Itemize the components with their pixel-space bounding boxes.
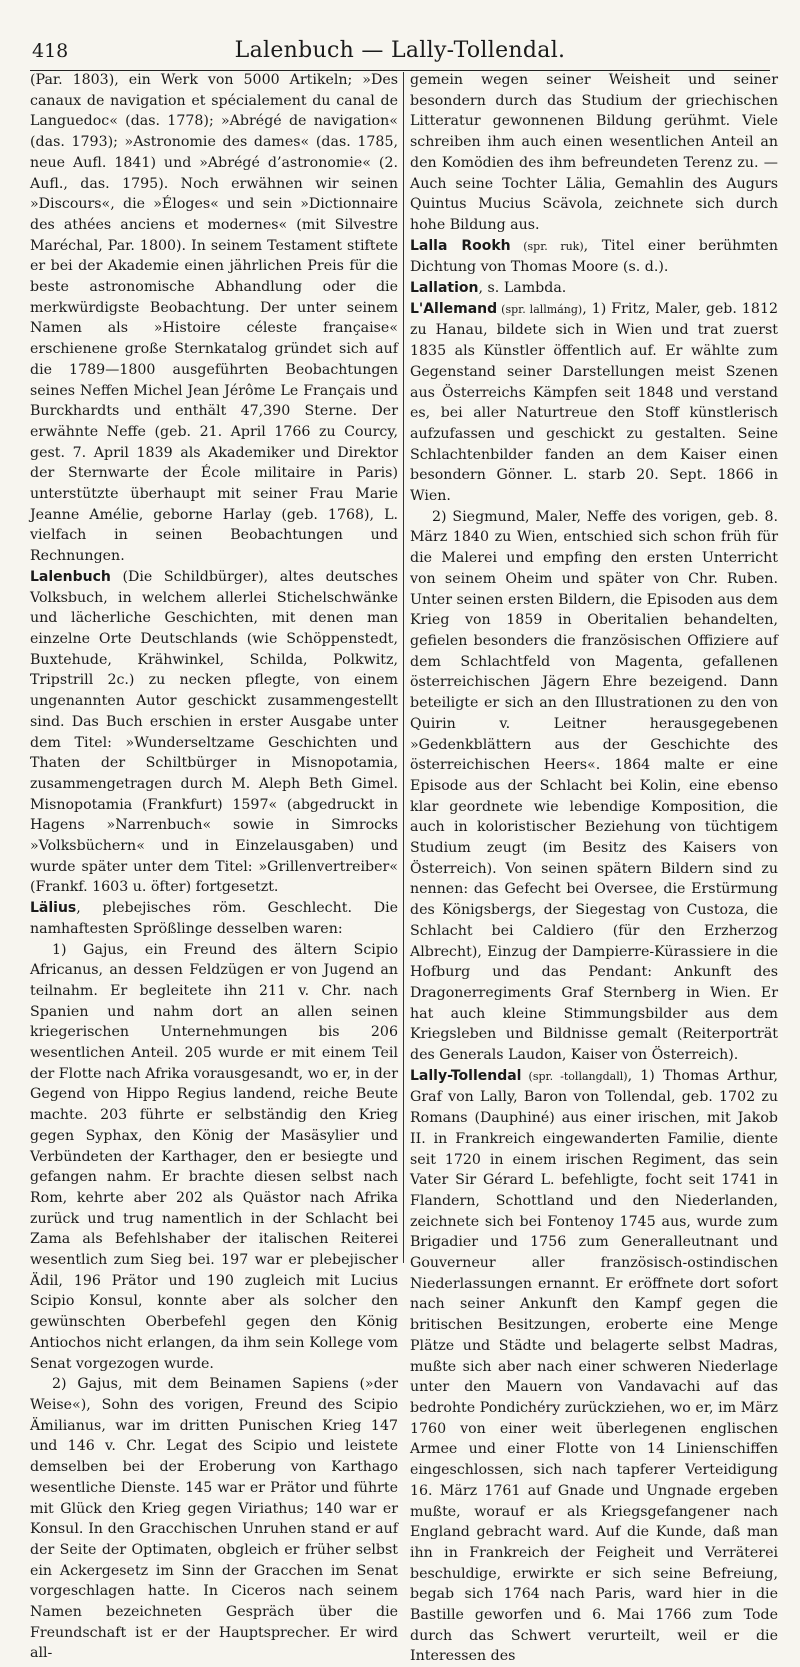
entry-lally-tollendal: [410, 1066, 778, 1667]
lally-text: , 1) Thomas Arthur, Graf von Lally, Baron von Tollendal, geb. 1702 zu Romans (Dauphiné) aus einer irischen, mit Jakob II. in Frankreich eingewanderten Familie, diente seit 1720 in einem irischen Regiment, das sein Vater Sir Gérard L. befehligte, focht seit 1741 in Flandern, Schottland und den Niederlanden, zeichnete sich bei Fontenoy 1745 aus, wurde zum Brigadier und 1756 zum Generalleutnant und Gouverneur aller französisch-ostindischen Niederlassungen ernannt. Er eröffnete dort sofort nach seiner Ankunft den Kampf gegen die britischen Besitzungen, eroberte eine Menge Plätze und Städte und belagerte selbst Madras, mußte sich aber nach einer schweren Niederlage unter den Mauern von Vandavachi auf das bedrohte Pondichéry zurückziehen, wo er, im März 1760 von einer weit überlegenen englischen Armee und einer Flotte von 14 Linienschiffen eingeschlossen, sich nach tapferer Verteidigung 16. März 1761 auf Gnade und Ungnade ergeben mußte, worauf er als Kriegsgefangener nach England gebracht ward. Auf die Kunde, daß man ihn in Frankreich der Feigheit und Verräterei beschuldige, erwirkte er sich seine Befreiung, begab sich 1764 nach Paris, ward hier in die Bastille geworfen und 6. Mai 1766 zum Tode durch das Schwert verurteilt, weil er die Interessen des: [410, 1067, 778, 1665]
lallemand-text: , 1) Fritz, Maler, geb. 1812 zu Hanau, bildete sich in Wien und trat zuerst 1835 als Künstler öffentlich auf. Er wählte zum Gegenstand seiner Darstellungen meist Szenen aus Österreichs Kämpfen seit 1848 und verstand es, bei aller Naturtreue den Stoff künstlerisch aufzufassen und geschickt zu gestalten. Seine Schlachtenbilder fanden an dem Kaiser einen besondern Gönner. L. starb 20. Sept. 1866 in Wien.: [410, 300, 779, 505]
laelius-continuation: gemein wegen seiner Weisheit und seiner besondern durch das Studium der griechischen Litteratur gewonnenen Bildung gerühmt. Viele schreiben ihm auch einen wesentlichen Anteil an den Komödien des ihm befreundeten Terenz zu. — Auch seine Tochter Lälia, Gemahlin des Augurs Quintus Mucius Scävola, zeichnete sich durch hohe Bildung aus.: [410, 72, 778, 233]
laelius-sub-2: 2) Gajus, mit dem Beinamen Sapiens (»der Weise«), Sohn des vorigen, Freund des Scipio Ämilianus, war im dritten Punischen Krieg 147 und 146 v. Chr. Legat des Scipio und leistete demselben bei der Eroberung von Karthago wesentliche Dienste. 145 war er Prätor und führte mit Glück den Krieg gegen Viriathus; 140 war er Konsul. In den Gracchischen Unruhen stand er auf der Seite der Optimaten, obgleich er früher selbst ein Ackergesetz im Sinn der Gracchen im Senat vorgeschlagen hatte. In Ciceros nach seinem Namen bezeichneten Gespräch über die Freundschaft ist er der Hauptsprecher. Er wird all-: [30, 1376, 398, 1662]
entry-lallemand: [410, 299, 778, 507]
entry-lalenbuch: [30, 567, 398, 898]
lemma-lally-tollendal: Lally-Tollendal: [410, 1067, 522, 1084]
entry-lallation: [410, 278, 778, 299]
laelius-sub-1: 1) Gajus, ein Freund des ältern Scipio Africanus, an dessen Feldzügen er von Jugend an teilnahm. Er begleitete ihn 211 v. Chr. nach Spanien und nahm dort an allen seinen kriegerischen Unternehmungen bis 206 wesentlichen Anteil. 205 wurde er mit einem Teil der Flotte nach Afrika vorausgesandt, wo er, in der Gegend von Hippo Regius landend, reiche Beute machte. 203 führte er selbständig den Krieg gegen Syphax, den König der Masäsylier und Verbündeten der Karthager, den er besiegte und gefangen nahm. Er brachte diesen selbst nach Rom, kehrte aber 202 als Quästor nach Afrika zurück und trug namentlich in der Schlacht bei Zama als Befehlshaber der italischen Reiterei wesentlich zum Sieg bei. 197 war er plebejischer Ädil, 196 Prätor und 190 zugleich mit Lucius Scipio Konsul, konnte aber als solcher den gewünschten Oberbefehl gegen den König Antiochos nicht erlangen, da ihm sein Kollege vom Senat vorgezogen wurde.: [30, 941, 398, 1372]
page-title: Lalenbuch — Lally-Tollendal.: [234, 38, 566, 63]
laelius-text: , plebejisches röm. Geschlecht. Die namhaftesten Sprößlinge desselben waren:: [30, 900, 398, 937]
page-number: 418: [32, 40, 69, 62]
lemma-laelius: Lälius: [30, 900, 77, 917]
lemma-lallation: Lallation: [410, 280, 479, 297]
pronunciation: (spr. -tollangdall): [521, 1069, 628, 1083]
left-column: [30, 70, 398, 1662]
entry-lalla-rookh: [410, 236, 778, 278]
lemma-lalenbuch: Lalenbuch: [30, 568, 111, 585]
lalande-entry-continuation: (Par. 1803), ein Werk von 5000 Artikeln; »Des canaux de navigation et spécialement du canal de Languedoc« (das. 1778); »Abrégé de navigation« (das. 1793); »Astronomie des dames« (das. 1785, neue Aufl. 1841) und »Abrégé d’astronomie« (2. Aufl., das. 1795). Noch erwähnen wir seinen »Discours«, die »Éloges« und sein »Dictionnaire des athées anciens et modernes« (mit Silvestre Maréchal, Par. 1800). In seinem Testament stiftete er bei der Akademie einen jährlichen Preis für die beste astronomische Abhandlung oder die merkwürdigste Beobachtung. Der unter seinem Namen als »Histoire céleste française« erschienene große Sternkatalog gründet sich auf die 1789—1800 ausgeführten Beobachtungen seines Neffen Michel Jean Jérôme Le Français und Burckhardts und enthält 47,390 Sterne. Der erwähnte Neffe (geb. 21. April 1766 zu Courcy, gest. 7. April 1839 als Akademiker und Direktor der Sternwarte der École militaire in Paris) unterstützte überhaupt mit seiner Frau Marie Jeanne Amélie, geborne Harlay (geb. 1768), L. vielfach in seinen Beobachtungen und Rechnungen.: [30, 72, 398, 565]
lallation-text: , s. Lambda.: [478, 280, 567, 297]
lalla-text: , Titel einer berühmten Dichtung von Thomas Moore (s. d.).: [410, 237, 778, 276]
lallemand-sub-2: 2) Siegmund, Maler, Neffe des vorigen, geb. 8. März 1840 zu Wien, entschied sich schon früh für die Malerei und empfing den ersten Unterricht von seinem Oheim und später von Chr. Ruben. Unter seinen ersten Bildern, die Episoden aus dem Krieg von 1859 in Oberitalien behandelten, gefielen besonders die französischen Offiziere auf dem Schlachtfeld von Magenta, gefallenen österreichischen Jägern Ehre bezeigend. Dann beteiligte er sich an den Illustrationen zu den von Quirin v. Leitner herausgegebenen »Gedenkblättern aus der Geschichte des österreichischen Heers«. 1864 malte er eine Episode aus der Schlacht bei Kolin, eine ebenso klar geordnete wie lebendige Komposition, die auch in koloristischer Beziehung von tüchtigem Studium zeugt (im Besitz des Kaisers von Österreich). Von seinen spätern Bildern sind zu nennen: das Gefecht bei Oversee, die Erstürmung des Königsbergs, der Siegestag von Custoza, die Schlacht bei Caldiero (für den Erzherzog Albrecht), Einzug der Dampierre-Kürassiere in die Hofburg und das Pendant: Ankunft des Dragonerregiments Graf Sternberg in Wien. Er hat auch kleine Stimmungsbilder aus dem Kriegsleben und Bildnisse gemalt (Reiterporträt des Generals Laudon, Kaiser von Österreich).: [410, 508, 778, 1064]
pronunciation: (spr. lallmáng): [497, 302, 583, 316]
entry-laelius: [30, 898, 398, 939]
right-column: [410, 70, 779, 1665]
page-header: [30, 30, 770, 71]
pronunciation: (spr. ruk): [510, 239, 584, 253]
lemma-lalla-rookh: Lalla Rookh: [410, 237, 511, 254]
text-columns: [30, 70, 779, 1665]
lemma-lallemand: L'Allemand: [410, 300, 498, 317]
column-divider: [403, 72, 404, 1263]
lalenbuch-text: (Die Schildbürger), altes deutsches Volksbuch, in welchem allerlei Stichelschwänke und lächerliche Geschichten, mit denen man einzelne Orte Deutschlands (wie Schöppenstedt, Buxtehude, Krähwinkel, Schilda, Polkwitz, Tripstrill 2c.) zu necken pflegte, von einem ungenannten Autor geschickt zusammengestellt sind. Das Buch erschien in erster Ausgabe unter dem Titel: »Wunderseltzame Geschichten und Thaten der Schiltbürger in Misnopotamia, zusammengetragen durch M. Aleph Beth Gimel. Misnopotamia (Frankfurt) 1597« (abgedruckt in Hagens »Narrenbuch« sowie in Simrocks »Volksbüchern« und in Einzelausgaben) und wurde später unter dem Titel: »Grillenvertreiber« (Frankf. 1603 u. öfter) fortgesetzt.: [30, 568, 398, 896]
